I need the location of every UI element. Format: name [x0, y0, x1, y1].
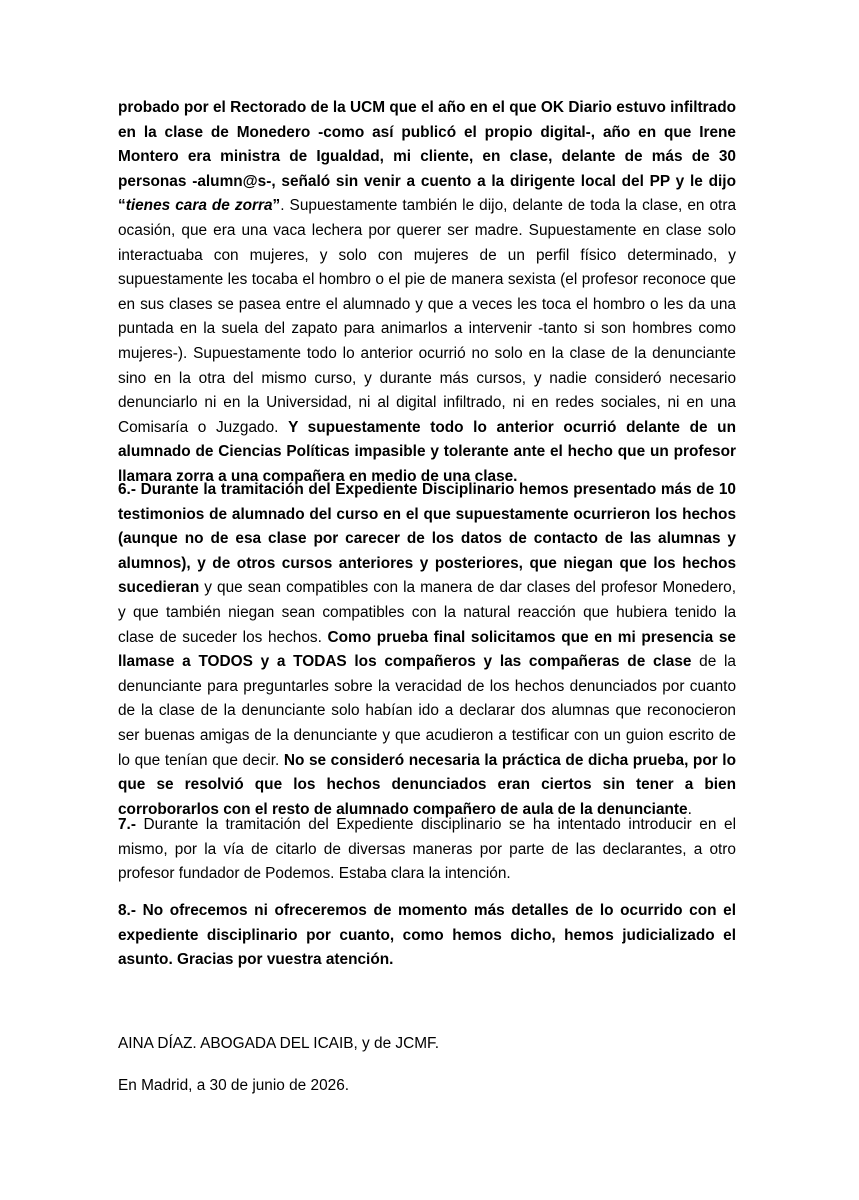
bold-text: 6.- Durante la tramitación del Expediente Disciplinario hemos presentado más de 10 testimonios de alumnado del curso en el que supuestamente ocurrieron los hechos (aunque no de esa clase por carecer de los datos de contacto de las alumnas y alumnos), y de otros cursos anteriores y posteriores, que niegan que los hechos sucedieran: [118, 481, 736, 597]
bold-text: Y supuestamente todo lo anterior ocurrió delante de un alumnado de Ciencias Políticas impasible y tolerante ante el hecho que un profesor llamara zorra a una compañera en medio de una clase.: [118, 418, 736, 485]
paragraph-text: [118, 96, 736, 490]
body-text: Durante la tramitación del Expediente disciplinario se ha intentado introducir en el mismo, por la vía de citarlo de diversas maneras por parte de las declarantes, a otro profesor fundador de Podemos. Estaba clara la intención.: [118, 816, 736, 883]
paragraph-8: [118, 899, 736, 973]
paragraph-text: [118, 813, 736, 887]
paragraph-text: [118, 478, 736, 822]
paragraph-5-continuation: [118, 96, 736, 490]
bold-text: probado por el Rectorado de la UCM que el año en el que OK Diario estuvo infiltrado en la clase de Monedero -como así publicó el propio digital-, año en que Irene Montero era ministra de Igualdad, mi cliente, en clase, delante de más de 30 personas -alumn@s-, señaló sin venir a cuento a la dirigente local del PP y le dijo “: [118, 99, 736, 215]
body-text: y que sean compatibles con la manera de dar clases del profesor Monedero, y que también niegan sean compatibles con la natural reacción que hubiera tenido la clase de suceder los hechos.: [118, 579, 736, 646]
body-text: .: [687, 800, 692, 818]
body-text: . Supuestamente también le dijo, delante de toda la clase, en otra ocasión, que era una vaca lechera por querer ser madre. Supuestamente en clase solo interactuaba con mujeres, y solo con mujeres de un perfil físico determinado, y supuestamente les tocaba el hombro o el pie de manera sexista (el profesor reconoce que en sus clases se pasea entre el alumnado y que a veces les toca el hombro o les da una puntada en la suela del zapato para animarlos a intervenir -tanto si son hombres como mujeres-). Supuestamente todo lo anterior ocurrió no solo en la clase de la denunciante sino en la otra del mismo curso, y durante más cursos, y nadie consideró necesario denunciarlo ni en la Universidad, ni al digital infiltrado, ni en redes sociales, ni en una Comisaría o Juzgado.: [118, 197, 737, 436]
date-text: En Madrid, a 30 de junio de 2026.: [118, 1077, 350, 1094]
paragraph-text: [118, 899, 736, 973]
body-text: de la denunciante para preguntarles sobre la veracidad de los hechos denunciados por cuanto de la clase de la denunciante solo habían ido a declarar dos alumnas que reconocieron ser buenas amigas de la denunciante y que acudieron a testificar con un guion escrito de lo que tenían que decir.: [118, 653, 736, 769]
date-line: [118, 1074, 736, 1099]
signature-text: AINA DÍAZ. ABOGADA DEL ICAIB, y de JCMF.: [118, 1035, 440, 1052]
bold-text: ”: [272, 197, 281, 215]
bold-text: Como prueba final solicitamos que en mi presencia se llamase a TODOS y a TODAS los compañeros y las compañeras de clase: [118, 628, 736, 671]
bold-italic-quote: tienes cara de zorra: [125, 197, 273, 215]
bold-text: No se consideró necesaria la práctica de dicha prueba, por lo que se resolvió que los hechos denunciados eran ciertos sin tener a bien corroborarlos con el resto de alumnado compañero de aula de la denunciante: [118, 751, 736, 818]
bold-text: 8.- No ofrecemos ni ofreceremos de momento más detalles de lo ocurrido con el expediente disciplinario por cuanto, como hemos dicho, hemos judicializado el asunto. Gracias por vuestra atención.: [118, 902, 736, 969]
paragraph-7: [118, 813, 736, 887]
signature-line: [118, 1032, 736, 1057]
paragraph-number: 7.-: [118, 816, 136, 833]
paragraph-6: [118, 478, 736, 822]
